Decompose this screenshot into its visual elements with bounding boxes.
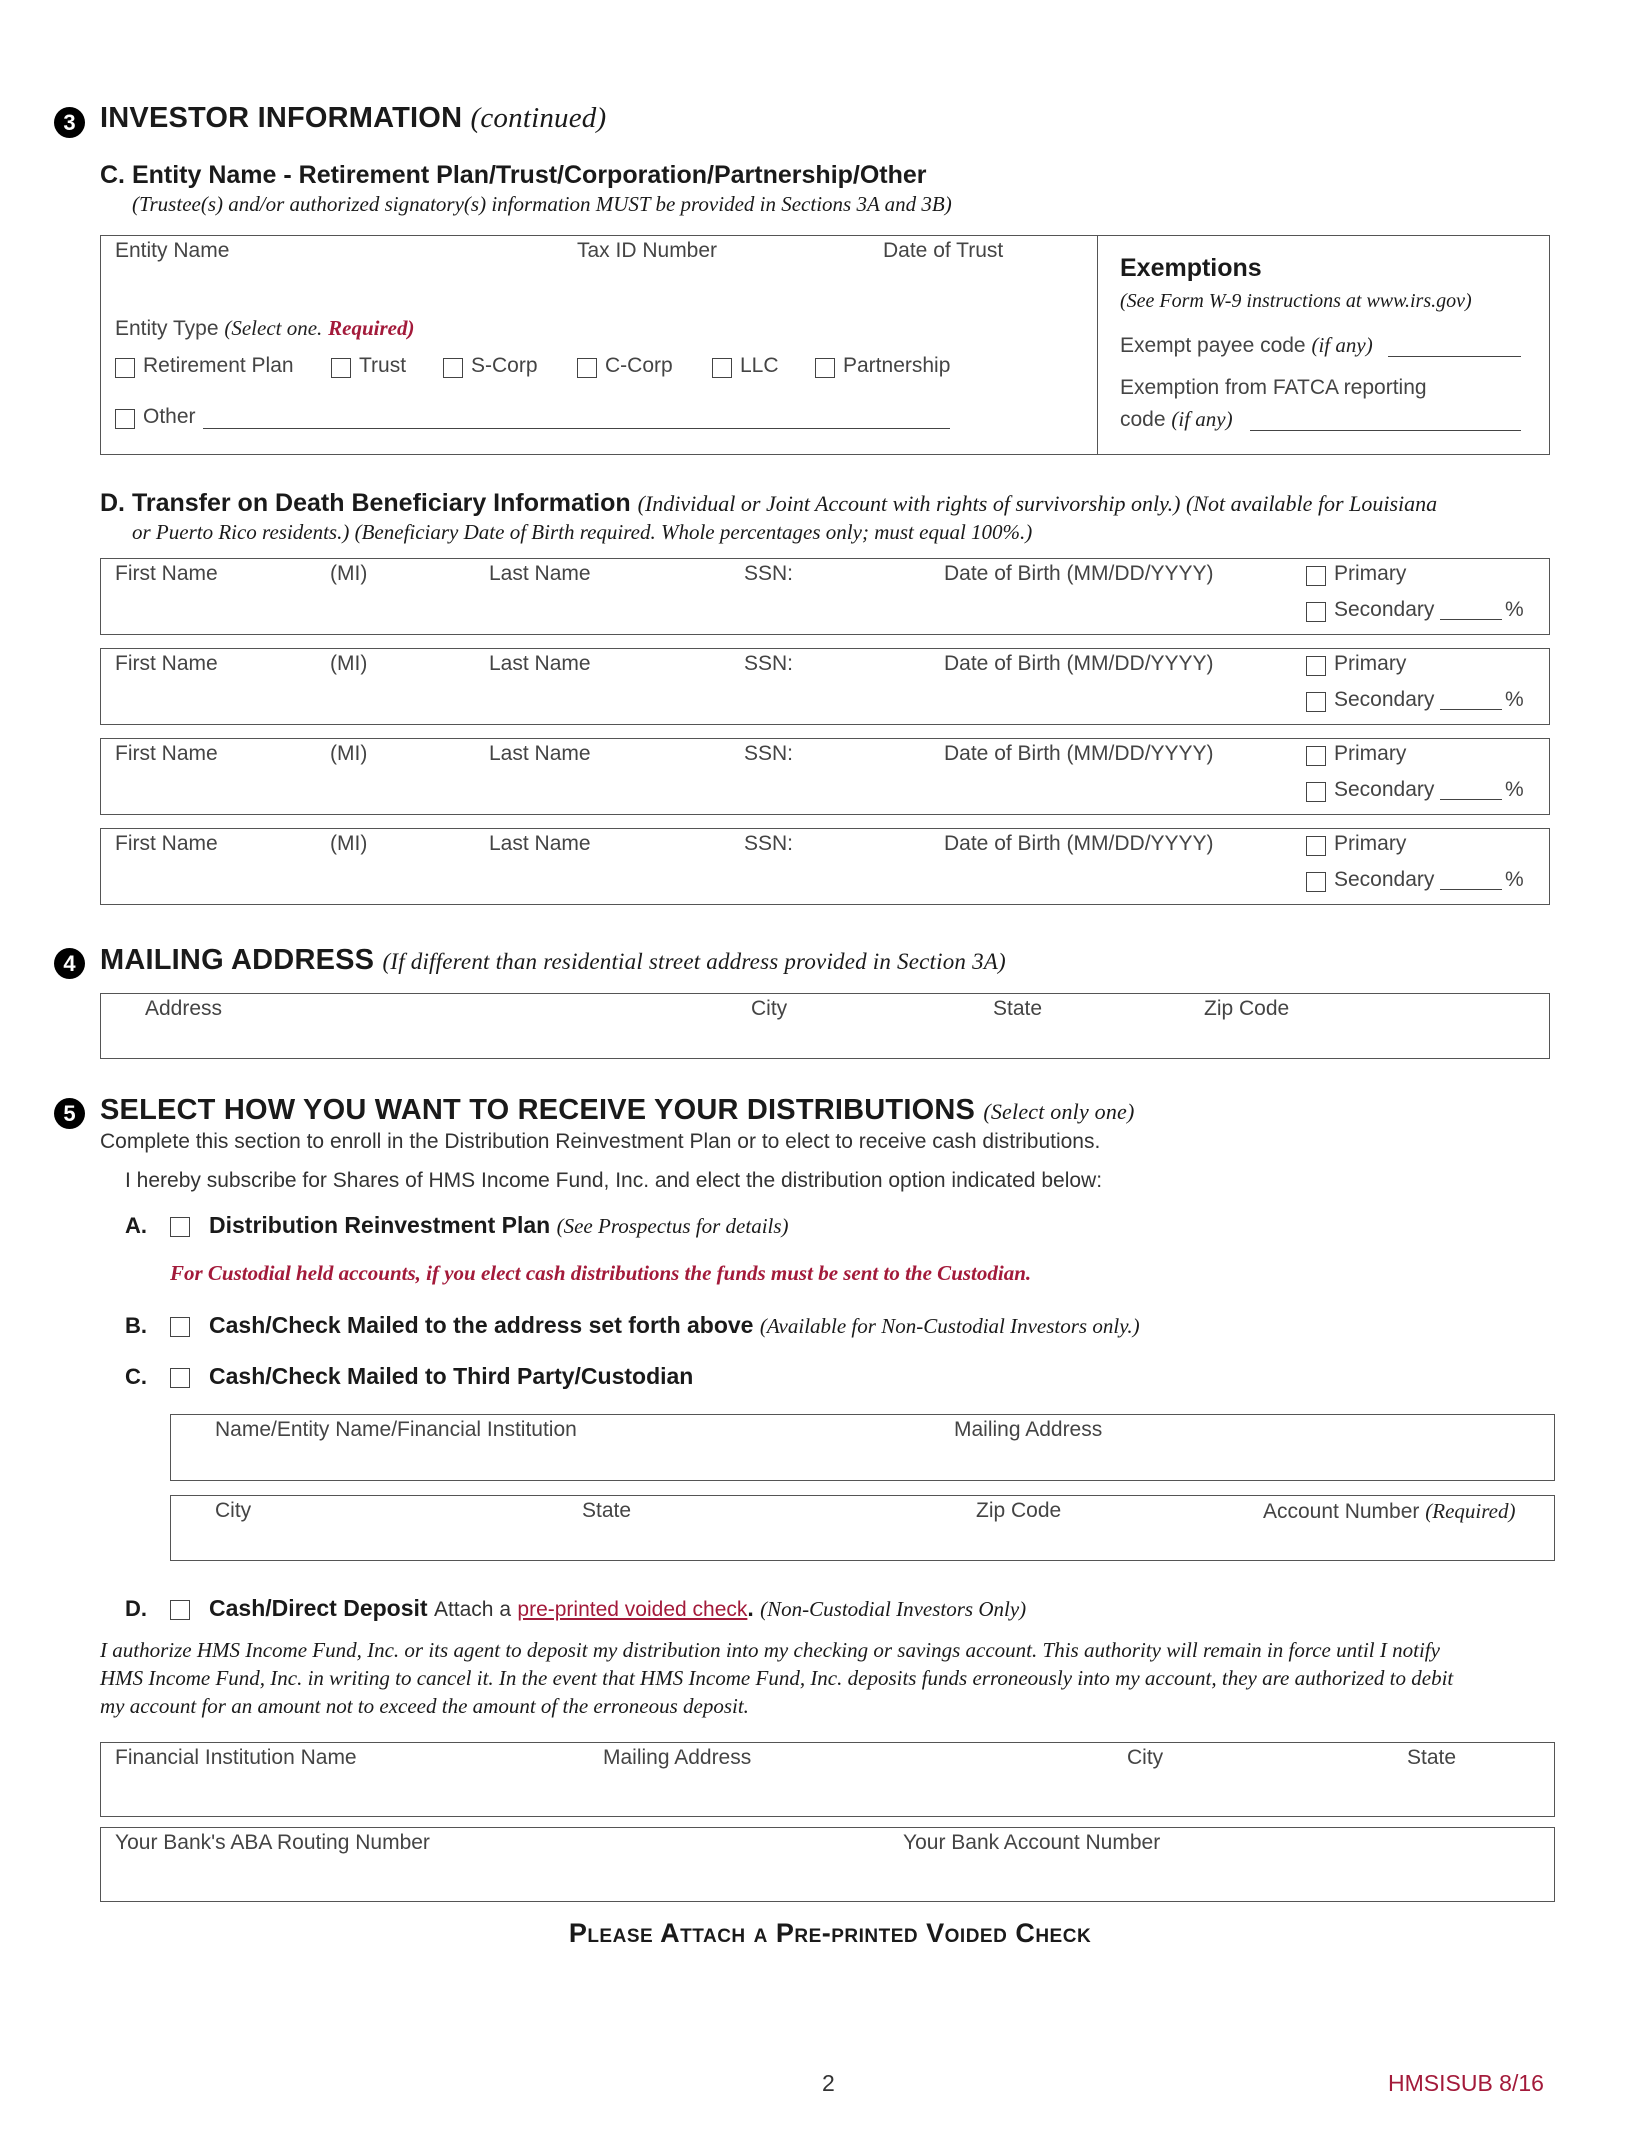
tod-primary-checkbox[interactable]	[1306, 566, 1326, 586]
third-party-state-label: State	[582, 1499, 632, 1522]
tod-secondary-label: Secondary	[1334, 598, 1435, 621]
option-a-letter: A.	[125, 1213, 147, 1238]
tod-mi-label: (MI)	[330, 652, 368, 675]
date-of-trust-label: Date of Trust	[883, 239, 1004, 262]
tod-last-name-label: Last Name	[489, 562, 591, 585]
option-d-attach: Attach a	[433, 1598, 512, 1621]
tod-first-name-label: First Name	[115, 652, 218, 675]
tod-first-name-label: First Name	[115, 742, 218, 765]
tod-ssn-label: SSN:	[744, 832, 794, 855]
fatca-code-text: code	[1120, 408, 1166, 431]
authorization-line-3: my account for an amount not to exceed the amount of the erroneous deposit.	[100, 1694, 749, 1718]
third-party-account-required: (Required)	[1425, 1499, 1516, 1523]
voided-check-link[interactable]: pre-printed voided check	[517, 1598, 748, 1621]
tod-dob-label: Date of Birth (MM/DD/YYYY)	[944, 652, 1214, 675]
bank-account-number-label: Your Bank Account Number	[903, 1831, 1161, 1854]
option-a-note: (See Prospectus for details)	[556, 1214, 789, 1238]
option-d-text: Cash/Direct Deposit	[209, 1595, 428, 1621]
tod-mi-label: (MI)	[330, 832, 368, 855]
section-5-title-text: SELECT HOW YOU WANT TO RECEIVE YOUR DISTRIBUTIONS	[100, 1094, 976, 1126]
exempt-payee-input-line[interactable]	[1388, 356, 1521, 357]
tod-last-name-label: Last Name	[489, 832, 591, 855]
section-5-intro: Complete this section to enroll in the Distribution Reinvestment Plan or to elect to receive cash distributions.	[100, 1130, 1101, 1153]
option-b-note: (Available for Non-Custodial Investors only.)	[759, 1314, 1140, 1338]
aba-routing-label: Your Bank's ABA Routing Number	[115, 1831, 430, 1854]
option-c-checkbox[interactable]	[170, 1368, 190, 1388]
tod-note-1: (Individual or Joint Account with rights of survivorship only.) (Not available for Louisiana	[637, 491, 1438, 516]
option-a-checkbox[interactable]	[170, 1217, 190, 1237]
s-corp-checkbox[interactable]	[443, 358, 463, 378]
option-c-letter: C.	[125, 1364, 147, 1389]
tod-percent-label: %	[1505, 868, 1524, 891]
section-5-title	[100, 1094, 1135, 1127]
fatca-label-2	[1120, 407, 1233, 432]
bank-city-label: City	[1127, 1746, 1164, 1769]
third-party-name-label: Name/Entity Name/Financial Institution	[215, 1418, 577, 1441]
entity-type-label	[115, 316, 414, 341]
tod-row	[100, 648, 1550, 725]
entity-type-required: Required)	[328, 316, 415, 340]
trust-label: Trust	[359, 354, 407, 377]
fatca-label-1: Exemption from FATCA reporting	[1120, 376, 1427, 399]
attach-voided-check-heading: Please Attach a Pre-printed Voided Check	[568, 1918, 1092, 1948]
option-b-label	[209, 1312, 1140, 1339]
tod-primary-label: Primary	[1334, 832, 1407, 855]
section-3-title-text: INVESTOR INFORMATION	[100, 102, 463, 134]
tod-primary-label: Primary	[1334, 742, 1407, 765]
tod-secondary-label: Secondary	[1334, 868, 1435, 891]
partnership-label: Partnership	[843, 354, 951, 377]
fatca-note: (if any)	[1171, 407, 1233, 431]
third-party-account-text: Account Number	[1263, 1500, 1420, 1523]
trust-checkbox[interactable]	[331, 358, 351, 378]
authorization-line-2: HMS Income Fund, Inc. in writing to cancel it. In the event that HMS Income Fund, Inc. deposits funds erroneously into my account, they are authorized to debit	[100, 1666, 1454, 1690]
tod-row	[100, 828, 1550, 905]
zip-code-label: Zip Code	[1204, 997, 1290, 1020]
option-d-checkbox[interactable]	[170, 1600, 190, 1620]
section-3-title-suffix: (continued)	[470, 102, 607, 134]
third-party-zip-label: Zip Code	[976, 1499, 1062, 1522]
tax-id-label: Tax ID Number	[577, 239, 718, 262]
other-input-line[interactable]	[203, 428, 950, 429]
section-number-5: 5	[54, 1098, 85, 1129]
third-party-account-label	[1263, 1499, 1515, 1524]
option-c-label: Cash/Check Mailed to Third Party/Custodian	[209, 1363, 694, 1389]
tod-percent-label: %	[1505, 688, 1524, 711]
tod-ssn-label: SSN:	[744, 742, 794, 765]
custodial-warning: For Custodial held accounts, if you elect cash distributions the funds must be sent to the Custodian.	[170, 1261, 1032, 1285]
state-label: State	[993, 997, 1043, 1020]
tod-ssn-label: SSN:	[744, 562, 794, 585]
retirement-plan-checkbox[interactable]	[115, 358, 135, 378]
page-number: 2	[822, 2070, 835, 2096]
option-b-checkbox[interactable]	[170, 1317, 190, 1337]
tod-primary-checkbox[interactable]	[1306, 656, 1326, 676]
tod-last-name-label: Last Name	[489, 652, 591, 675]
tod-note-2: or Puerto Rico residents.) (Beneficiary Date of Birth required. Whole percentages only; must equal 100%.)	[132, 520, 1033, 544]
tod-dob-label: Date of Birth (MM/DD/YYYY)	[944, 562, 1214, 585]
third-party-city-label: City	[215, 1499, 252, 1522]
s-corp-label: S-Corp	[471, 354, 538, 377]
c-corp-label: C-Corp	[605, 354, 673, 377]
other-checkbox[interactable]	[115, 409, 135, 429]
bank-state-label: State	[1407, 1746, 1457, 1769]
section-number-3: 3	[54, 107, 85, 138]
form-code: HMSISUB 8/16	[1388, 2070, 1544, 2096]
city-label: City	[751, 997, 788, 1020]
subscribe-statement: I hereby subscribe for Shares of HMS Income Fund, Inc. and elect the distribution option indicated below:	[125, 1169, 1103, 1192]
exempt-payee-label	[1120, 333, 1373, 358]
tod-percent-input-line[interactable]	[1440, 799, 1502, 800]
tod-percent-label: %	[1505, 598, 1524, 621]
option-a-label	[209, 1212, 789, 1239]
tod-percent-input-line[interactable]	[1440, 889, 1502, 890]
tod-percent-label: %	[1505, 778, 1524, 801]
tod-last-name-label: Last Name	[489, 742, 591, 765]
entity-name-label: Entity Name	[115, 239, 230, 262]
option-d-label	[209, 1595, 1026, 1622]
tod-first-name-label: First Name	[115, 832, 218, 855]
section-3-title	[100, 102, 606, 135]
tod-percent-input-line[interactable]	[1440, 709, 1502, 710]
tod-heading	[100, 489, 1437, 518]
entity-heading: C. Entity Name - Retirement Plan/Trust/Corporation/Partnership/Other	[100, 161, 927, 189]
fatca-input-line[interactable]	[1250, 430, 1521, 431]
option-b-text: Cash/Check Mailed to the address set forth above	[209, 1312, 754, 1338]
tod-first-name-label: First Name	[115, 562, 218, 585]
tod-secondary-label: Secondary	[1334, 778, 1435, 801]
tod-secondary-checkbox[interactable]	[1306, 692, 1326, 712]
tod-secondary-label: Secondary	[1334, 688, 1435, 711]
option-d-period: .	[747, 1595, 754, 1621]
option-b-letter: B.	[125, 1313, 147, 1338]
entity-divider	[1097, 236, 1098, 454]
tod-row	[100, 558, 1550, 635]
retirement-plan-label: Retirement Plan	[143, 354, 294, 377]
tod-primary-label: Primary	[1334, 562, 1407, 585]
tod-heading-text: D. Transfer on Death Beneficiary Information	[100, 489, 631, 517]
authorization-line-1: I authorize HMS Income Fund, Inc. or its agent to deposit my distribution into my checking or savings account. This authority will remain in force until I notify	[100, 1638, 1440, 1662]
section-5-note: (Select only one)	[983, 1099, 1135, 1124]
exempt-payee-text: Exempt payee code	[1120, 334, 1306, 357]
partnership-checkbox[interactable]	[815, 358, 835, 378]
option-d-letter: D.	[125, 1596, 147, 1621]
llc-label: LLC	[740, 354, 779, 377]
c-corp-checkbox[interactable]	[577, 358, 597, 378]
option-d-note: (Non-Custodial Investors Only)	[760, 1597, 1027, 1621]
tod-primary-checkbox[interactable]	[1306, 746, 1326, 766]
entity-note: (Trustee(s) and/or authorized signatory(s) information MUST be provided in Sections 3A and 3B)	[132, 192, 952, 216]
entity-type-text: Entity Type	[115, 317, 219, 340]
option-a-text: Distribution Reinvestment Plan	[209, 1212, 551, 1238]
other-label: Other	[143, 405, 196, 428]
tod-mi-label: (MI)	[330, 742, 368, 765]
address-label: Address	[145, 997, 223, 1020]
bank-mailing-label: Mailing Address	[603, 1746, 752, 1769]
exempt-payee-note: (if any)	[1311, 333, 1373, 357]
mailing-address-box	[100, 993, 1550, 1059]
tod-row	[100, 738, 1550, 815]
exemptions-note: (See Form W-9 instructions at www.irs.gov)	[1120, 290, 1472, 312]
tod-primary-label: Primary	[1334, 652, 1407, 675]
entity-type-note: (Select one.	[224, 316, 323, 340]
tod-primary-checkbox[interactable]	[1306, 836, 1326, 856]
llc-checkbox[interactable]	[712, 358, 732, 378]
tod-mi-label: (MI)	[330, 562, 368, 585]
third-party-mailing-label: Mailing Address	[954, 1418, 1103, 1441]
tod-percent-input-line[interactable]	[1440, 619, 1502, 620]
tod-secondary-checkbox[interactable]	[1306, 872, 1326, 892]
tod-dob-label: Date of Birth (MM/DD/YYYY)	[944, 742, 1214, 765]
exemptions-title: Exemptions	[1120, 254, 1262, 282]
tod-dob-label: Date of Birth (MM/DD/YYYY)	[944, 832, 1214, 855]
tod-secondary-checkbox[interactable]	[1306, 602, 1326, 622]
section-4-note: (If different than residential street address provided in Section 3A)	[382, 949, 1006, 974]
tod-secondary-checkbox[interactable]	[1306, 782, 1326, 802]
section-number-4: 4	[54, 948, 85, 979]
section-4-title	[100, 944, 1006, 977]
financial-institution-label: Financial Institution Name	[115, 1746, 357, 1769]
tod-ssn-label: SSN:	[744, 652, 794, 675]
section-4-title-text: MAILING ADDRESS	[100, 944, 375, 976]
